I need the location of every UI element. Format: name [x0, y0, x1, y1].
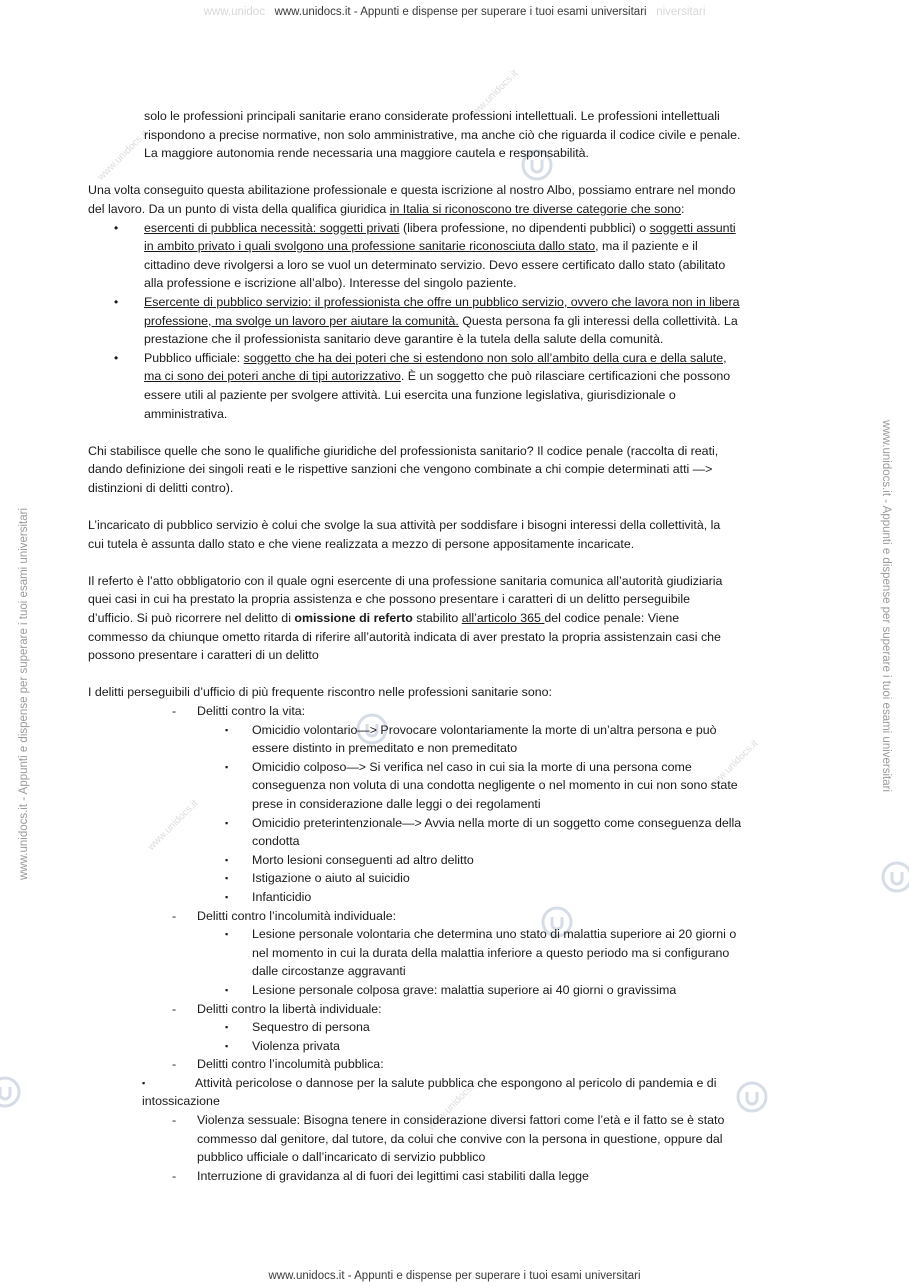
list-item: ▪ Infanticidio	[225, 889, 312, 904]
paragraph-public-service-officer: L’incaricato di pubblico servizio è colui che svolge la sua attività per soddisfare i bisogni interessi della collettività, la cui tutela è assunta dallo stato e che viene realizzata a mezzo di persone appositamente incaricate.	[88, 518, 721, 551]
watermark-diagonal: www.unidocs.it	[425, 1078, 481, 1133]
bullet-marker: •	[114, 350, 119, 365]
list-item: ▪ Morto lesioni conseguenti ad altro delitto	[225, 852, 474, 867]
watermark-bottom: www.unidocs.it - Appunti e dispense per superare i tuoi esami universitari	[268, 1270, 641, 1282]
list-item: ▪ Istigazione o aiuto al suicidio	[225, 871, 410, 886]
paragraph-legal-categories: Una volta conseguito questa abilitazione professionale e questa iscrizione al nostro Albo, possiamo entrare nel mondo del lavoro. Da un punto di vista della qualifica giuridica in Italia si riconoscono tre diverse categorie che sono:	[88, 183, 736, 216]
list-item: ▪ Sequestro di persona	[225, 1020, 370, 1035]
watermark-diagonal: www.unidocs.it	[95, 128, 151, 183]
watermark-top: www.unidoc www.unidocs.it - Appunti e dispense per superare i tuoi esami universitari niversitari	[203, 6, 706, 18]
list-item: ▪ Omicidio preterintenzionale—> Avvia nella morte di un soggetto come conseguenza della condotta	[225, 815, 742, 849]
bullet-marker: •	[114, 220, 119, 235]
list-item-continuation: intossicazione	[142, 1094, 220, 1109]
document-body	[88, 107, 823, 1185]
watermark-left: www.unidocs.it - Appunti e dispense per superare i tuoi esami universitari	[18, 507, 30, 880]
watermark-right: www.unidocs.it - Appunti e dispense per superare i tuoi esami universitari	[880, 420, 892, 793]
list-item: ▪ Attività pericolose o dannose per la salute pubblica che espongono al pericolo di pandemia e di	[142, 1075, 717, 1090]
paragraph-intellectual-professions: solo le professioni principali sanitarie erano considerate professioni intellettuali. Le professioni intellettuali rispondono a precise normative, non solo amministrative, ma anche ciò che riguarda il codice civile e penale. La maggiore autonomia rende necessaria una maggiore cautela e responsabilità.	[144, 109, 741, 161]
list-item-public-official: • Pubblico ufficiale: soggetto che ha dei poteri che si estendono non solo all’ambito della cura e della salute, ma ci sono dei poteri anche di tipi autorizzativo. È un soggetto che può rilasciare certificazioni che possono essere utili al paziente per svolgere attività. Lui esercita una funzione legislativa, giurisdizionale o amministrativa.	[114, 350, 731, 421]
list-item-public-necessity: • esercenti di pubblica necessità: soggetti privati (libera professione, no dipendenti pubblici) o soggetti assunti in ambito privato i quali svolgono una professione sanitarie riconosciuta dallo stato, ma il paziente e il cittadino deve rivolgersi a loro se vuol un determinato servizio. Devo essere certificato dallo stato (abilitato alla professione e iscrizione all’albo). Interesse del singolo paziente.	[114, 220, 736, 291]
group-pregnancy-interruption: - Interruzione di gravidanza al di fuori dei legittimi casi stabiliti dalla legge	[172, 1168, 589, 1183]
watermark-diagonal: www.unidocs.it	[705, 738, 761, 793]
unidocs-logo-icon	[880, 860, 909, 894]
list-item: ▪ Omicidio colposo—> Si verifica nel caso in cui sia la morte di una persona come conseguenza non voluta di una condotta negligente o nel momento in cui non sono state prese in considerazione dalle leggi o dei regolamenti	[225, 759, 738, 811]
group-crimes-individual-safety: - Delitti contro l’incolumità individuale:	[172, 908, 397, 923]
group-crimes-against-life: - Delitti contro la vita:	[172, 704, 306, 718]
watermark-diagonal: www.unidocs.it	[145, 798, 201, 853]
group-crimes-public-safety: - Delitti contro l’incolumità pubblica:	[172, 1057, 384, 1072]
list-item: ▪ Lesione personale volontaria che determina uno stato di malattia superiore ai 20 giorni o nel momento in cui la durata della malattia inferiore a questo periodo ma si configurano dalle circostanze aggravanti	[225, 927, 737, 979]
paragraph-crimes-intro: I delitti perseguibili d’ufficio di più frequente riscontro nelle professioni sanitarie sono:	[88, 685, 552, 700]
paragraph-penal-code: Chi stabilisce quelle che sono le qualifiche giuridiche del professionista sanitario? Il codice penale (raccolta di reati, dando definizione dei singoli reati e le rispettive sanzioni che vengono combinate a chi compie determinati atti —> distinzioni di delitti contro).	[88, 443, 719, 495]
paragraph-referto: Il referto è l’atto obbligatorio con il quale ogni esercente di una professione sanitaria comunica all’autorità giudiziaria quei casi in cui ha prestato la propria assistenza e che possono presentare i caratteri di un delitto perseguibile d’ufficio. Si può ricorrere nel delitto di omissione di referto stabilito all’articolo 365 del codice penale: Viene commesso da chiunque ometto ritarda di riferire all’autorità indicata di aver prestato la propria assistenzain casi che possono presentare i caratteri di un delitto	[88, 573, 723, 663]
list-item: ▪ Omicidio volontario—> Provocare volontariamente la morte di un’altra persona e può essere distinto in premeditato e non premeditato	[225, 722, 717, 756]
unidocs-logo-icon	[0, 1075, 22, 1109]
list-item: ▪ Lesione personale colposa grave: malattia superiore ai 40 giorni o gravissima	[225, 982, 677, 997]
group-sexual-violence: - Violenza sessuale: Bisogna tenere in considerazione diversi fattori come l’età e il fatto se è stato commesso dal genitore, dal tutore, da colui che convive con la persona in questione, oppure dal pubblico ufficiale o dall’incaricato di servizio pubblico	[172, 1113, 725, 1165]
list-item-public-service: • Esercente di pubblico servizio: il professionista che offre un pubblico servizio, ovvero che lavora non in libera professione, ma svolge un lavoro per aiutare la comunità. Questa persona fa gli interessi della collettività. La prestazione che il professionista sanitario deve garantire è la tutela della salute della comunità.	[114, 294, 740, 347]
group-crimes-individual-freedom: - Delitti contro la libertà individuale:	[172, 1001, 382, 1016]
bullet-marker: •	[114, 294, 119, 309]
list-item: ▪ Violenza privata	[225, 1038, 340, 1053]
watermark-diagonal: www.unidocs.it	[465, 68, 521, 123]
